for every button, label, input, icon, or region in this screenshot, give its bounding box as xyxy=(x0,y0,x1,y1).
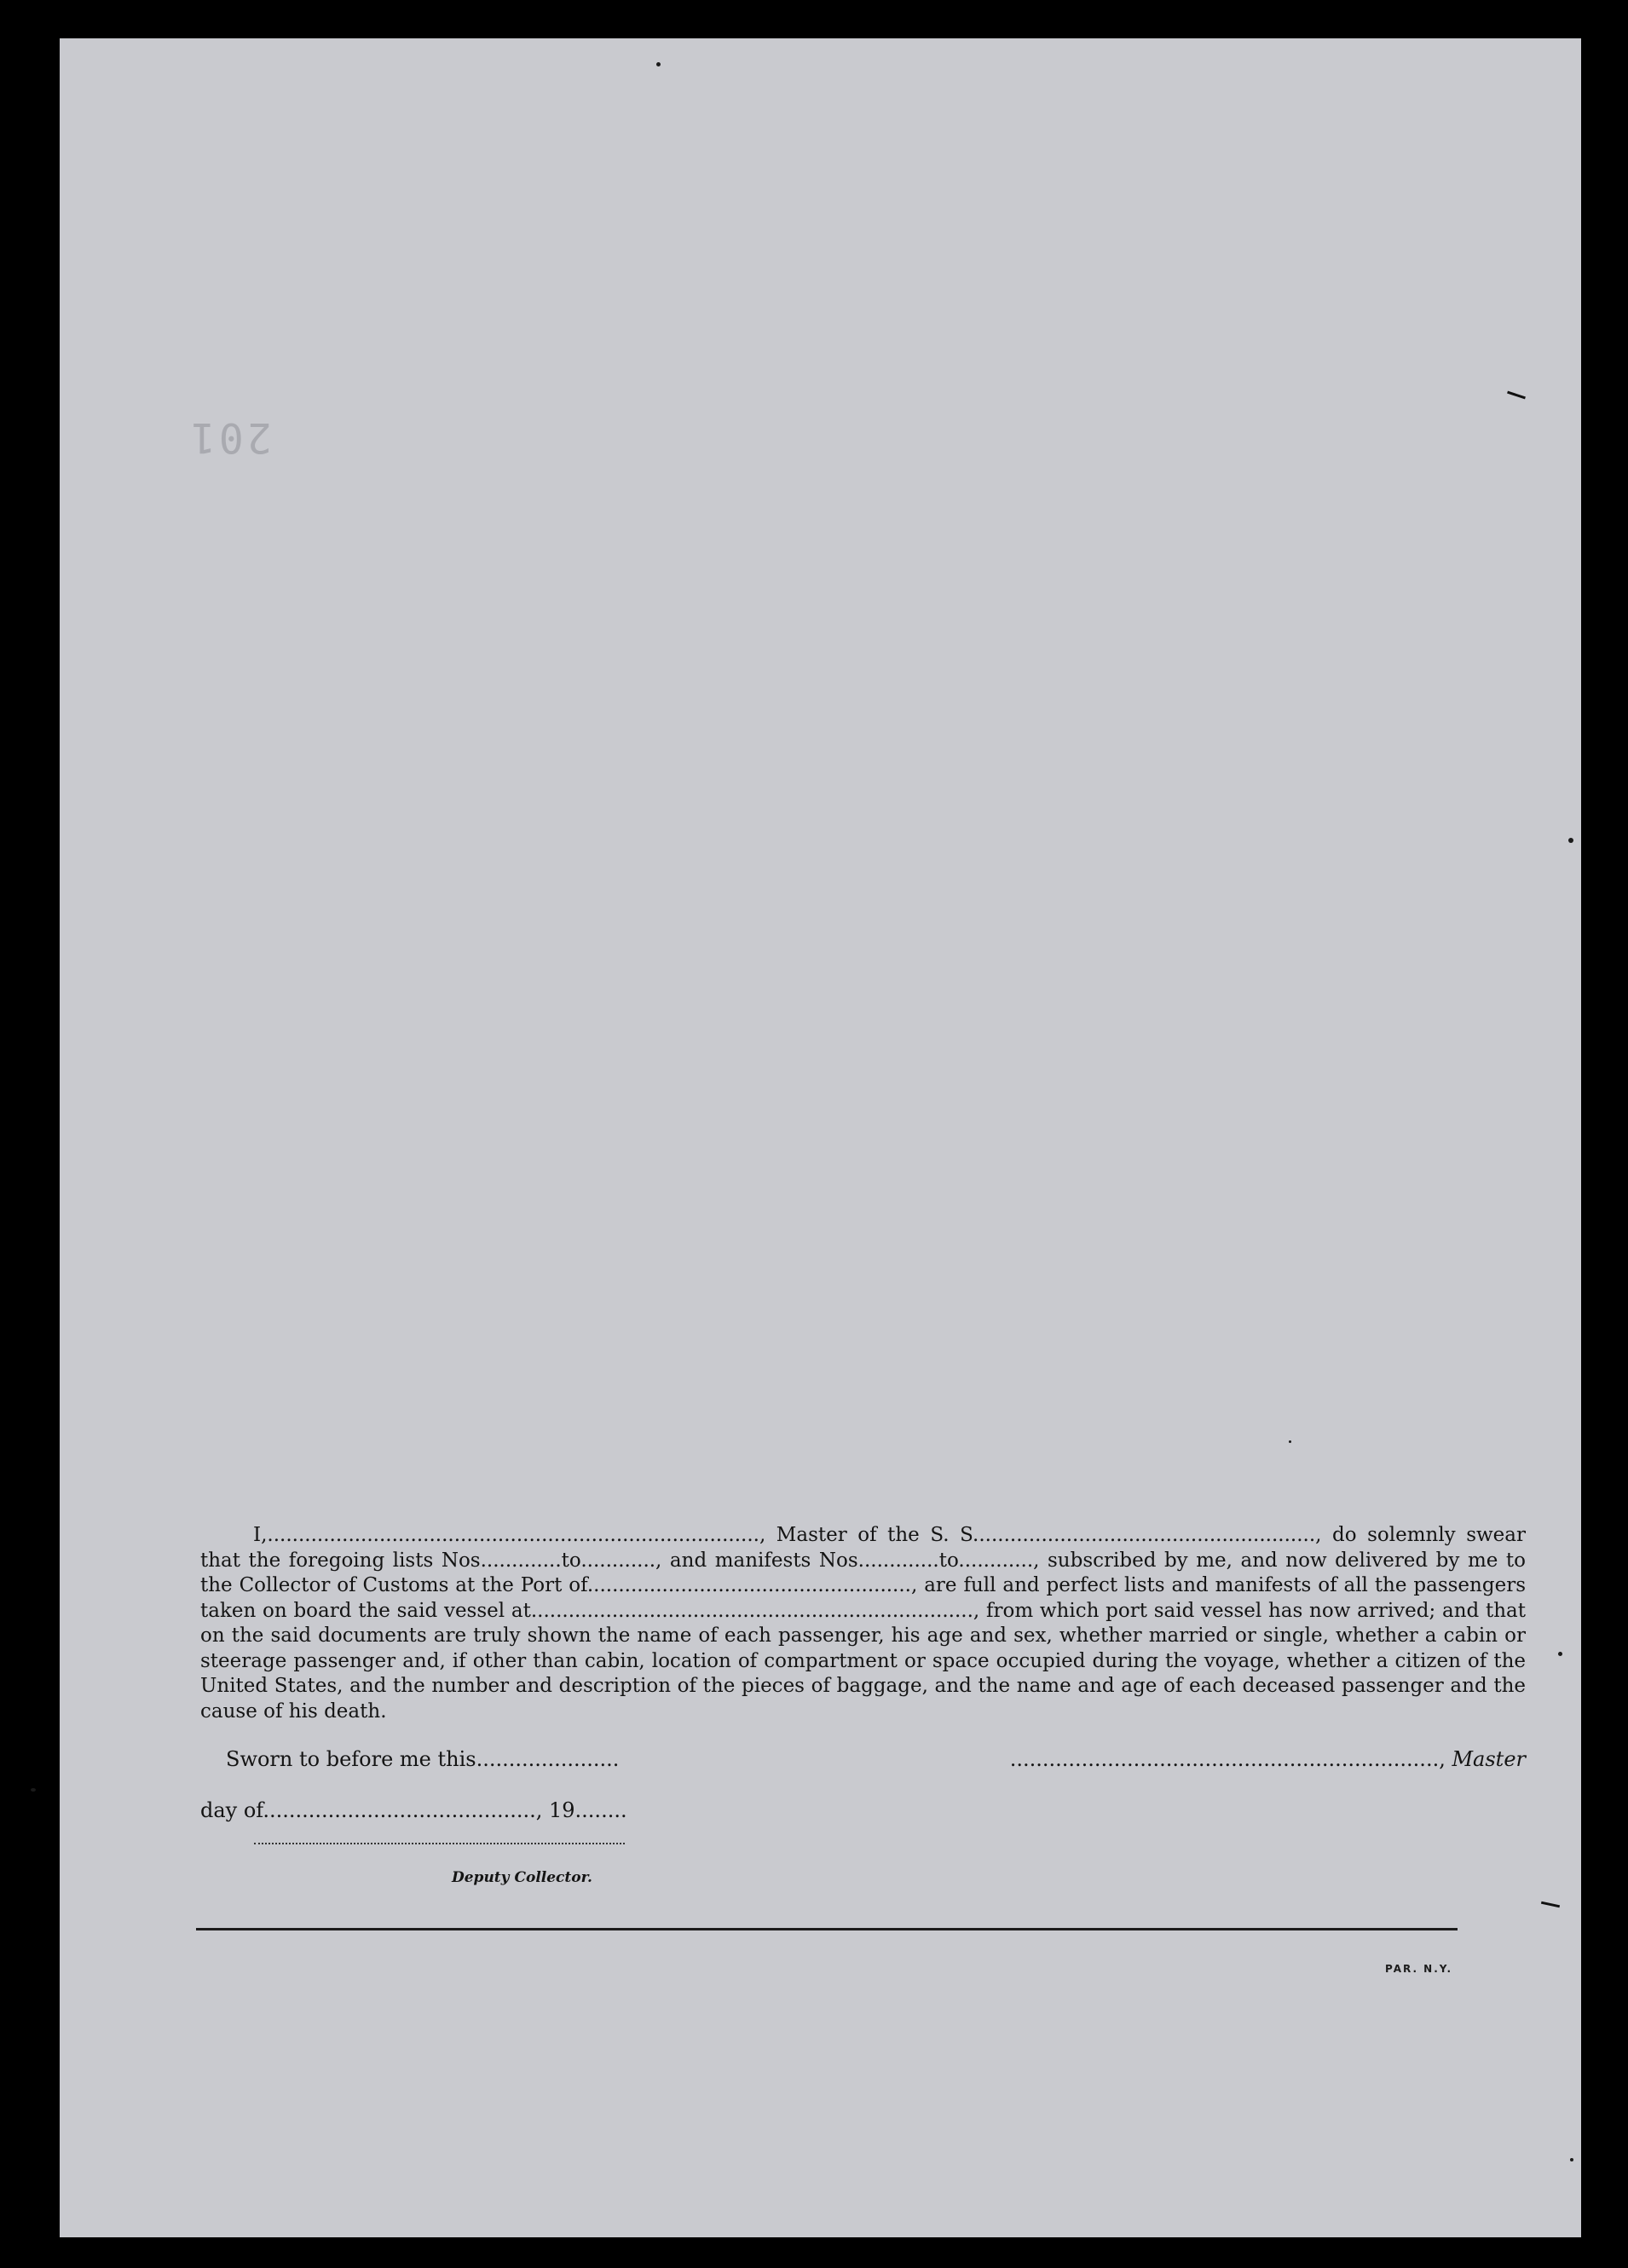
speck xyxy=(31,1788,36,1792)
master-label: Master xyxy=(1452,1747,1526,1771)
master-signature-line xyxy=(1010,1747,1526,1771)
oath-paragraph xyxy=(200,1523,1526,1724)
bottom-rule xyxy=(196,1928,1458,1930)
master-dots: .................................................................., xyxy=(1009,1747,1446,1771)
printer-mark: PAR. N.Y. xyxy=(1385,1963,1453,1975)
speck xyxy=(1570,2158,1573,2161)
day-of-line: day of.........................................., 19........ xyxy=(200,1798,627,1822)
speck xyxy=(1289,1440,1291,1443)
sworn-line: Sworn to before me this...................... xyxy=(226,1747,620,1771)
speck xyxy=(1568,838,1573,843)
deputy-signature-dots xyxy=(254,1843,625,1844)
speck xyxy=(656,62,661,66)
page-number-stamp: 201 xyxy=(188,413,272,461)
deputy-collector-label: Deputy Collector. xyxy=(452,1869,592,1886)
speck xyxy=(1558,1652,1562,1656)
oath-text: I,..............................................................................., Master of the S. S......................................................., do solemnly swear that the foregoing lists Nos.............to............, and manifests Nos.............to............, subscribed by me, and now delivered by me to the Collector of Customs at the Port of...................................................., are full and perfect lists and manifests of all the passengers taken on board the said vessel at......................................................................., from which port said vessel has now arrived; and that on the said documents are truly shown the name of each passenger, his age and sex, whether married or single, whether a cabin or steerage passenger and, if other than cabin, location of compartment or space occupied during the voyage, whether a citizen of the United States, and the number and description of the pieces of baggage, and the name and age of each deceased passenger and the cause of his death. xyxy=(200,1524,1526,1723)
document-page xyxy=(60,38,1581,2237)
